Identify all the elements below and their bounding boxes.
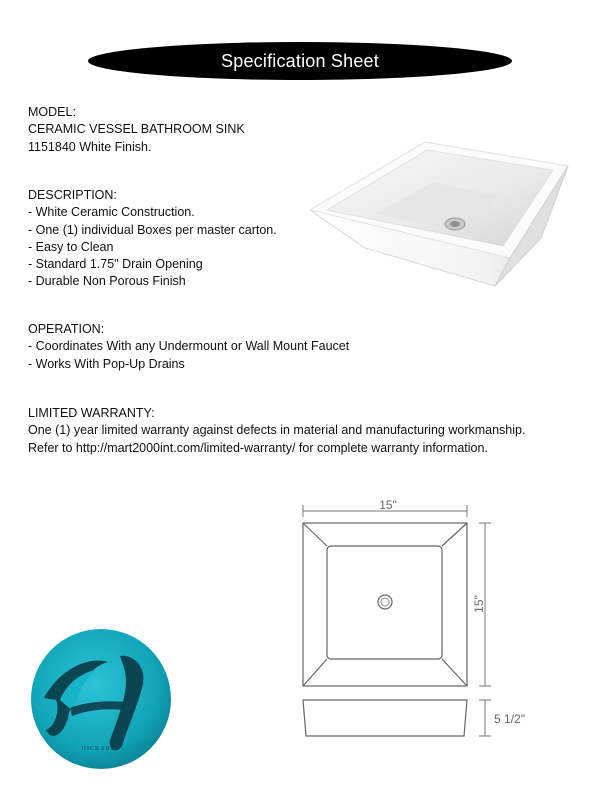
depth-dimension-label: 15"	[472, 595, 486, 613]
description-item: - Standard 1.75" Drain Opening	[28, 257, 203, 272]
warranty-reference: Refer to http://mart2000int.com/limited-warranty/ for complete warranty information.	[28, 440, 488, 455]
header-banner	[88, 42, 512, 80]
description-heading: DESCRIPTION:	[28, 188, 117, 202]
description-section	[28, 187, 277, 291]
warranty-text: One (1) year limited warranty against defects in material and manufacturing workmanship.	[28, 423, 526, 438]
model-section	[28, 104, 245, 156]
operation-section	[28, 321, 349, 373]
brand-logo	[30, 628, 172, 770]
description-item: - Durable Non Porous Finish	[28, 274, 186, 289]
brand-name: HICKARUS	[81, 746, 121, 752]
operation-heading: OPERATION:	[28, 322, 105, 336]
sink-product-image	[305, 138, 571, 288]
model-name: CERAMIC VESSEL BATHROOM SINK	[28, 122, 245, 137]
description-item: - One (1) individual Boxes per master carton.	[28, 222, 277, 237]
description-item: - White Ceramic Construction.	[28, 205, 195, 220]
width-dimension-label: 15"	[379, 498, 397, 512]
operation-item: - Works With Pop-Up Drains	[28, 356, 185, 371]
warranty-section	[28, 405, 525, 457]
warranty-heading: LIMITED WARRANTY:	[28, 406, 155, 420]
page-title: Specification Sheet	[221, 50, 379, 71]
model-heading: MODEL:	[28, 105, 76, 119]
dimension-drawing	[295, 498, 530, 748]
operation-item: - Coordinates With any Undermount or Wall Mount Faucet	[28, 339, 350, 354]
height-dimension-label: 5 1/2"	[494, 712, 525, 726]
model-number: 1151840 White Finish.	[28, 139, 152, 154]
description-item: - Easy to Clean	[28, 239, 114, 254]
